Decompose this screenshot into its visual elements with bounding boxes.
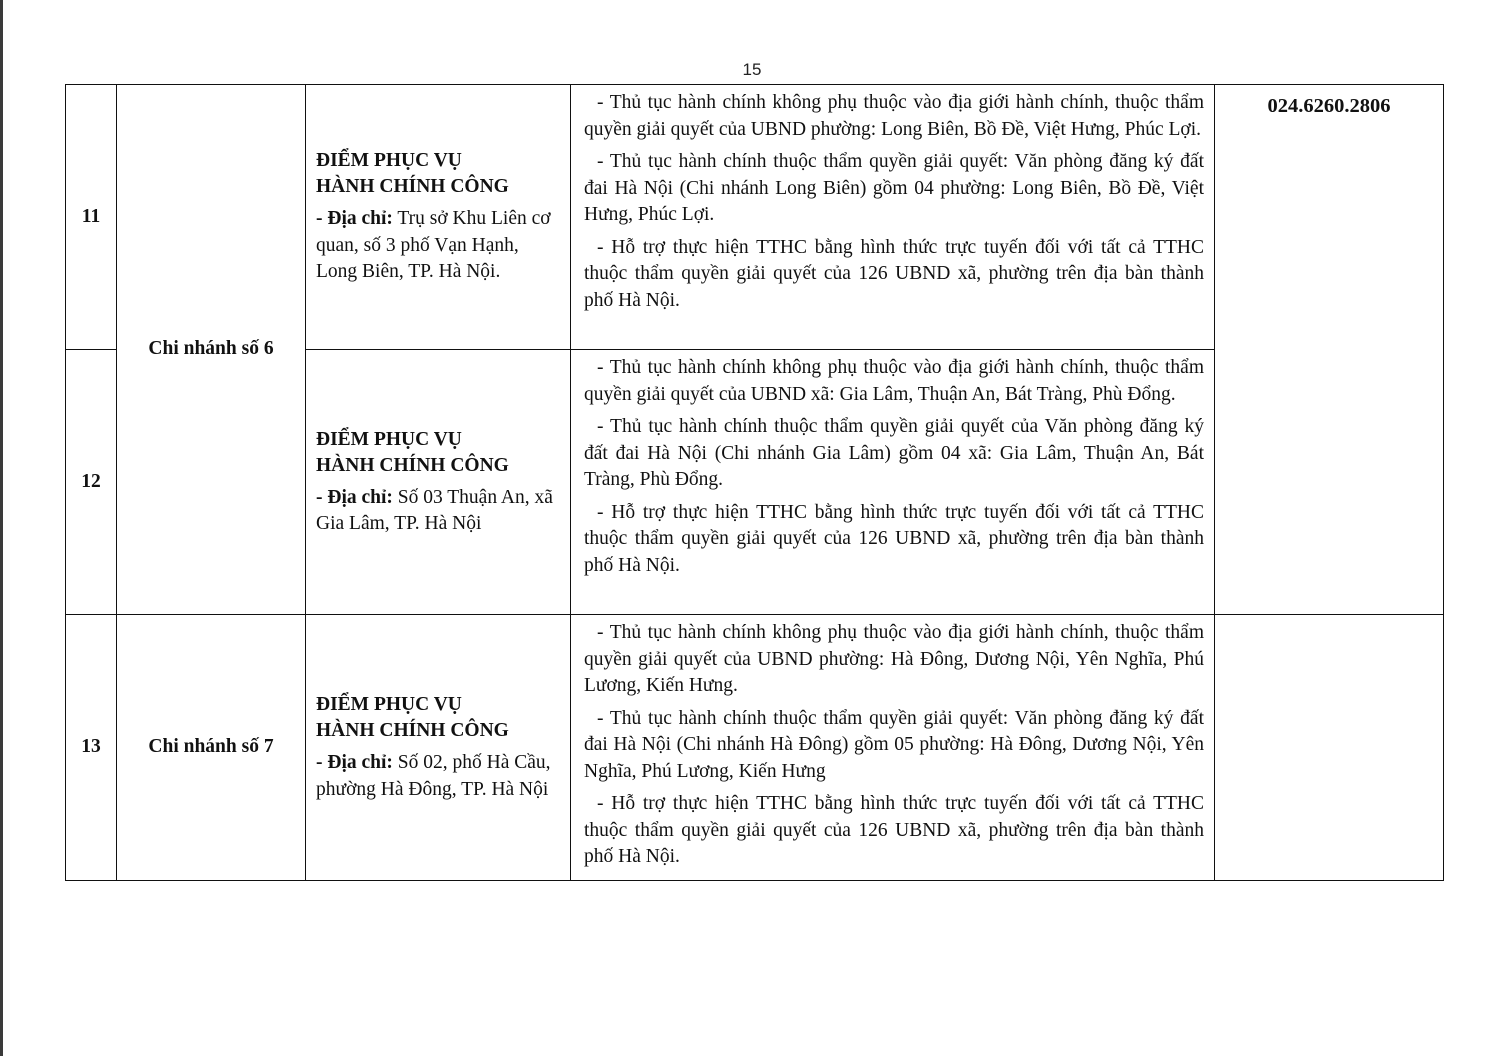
desc-paragraph: - Thủ tục hành chính không phụ thuộc vào địa giới hành chính, thuộc thẩm quyền giải quyết của UBND phường: Long Biên, Bồ Đề, Việt Hưng, Phúc Lợi.: [584, 92, 1204, 140]
row-number: 11: [66, 85, 117, 350]
title-line-2: HÀNH CHÍNH CÔNG: [316, 176, 509, 198]
branch-name-6: Chi nhánh số 6: [117, 85, 306, 615]
desc-paragraph: - Thủ tục hành chính thuộc thẩm quyền giải quyết: Văn phòng đăng ký đất đai Hà Nội (Chi nhánh Hà Đông) gồm 05 phường: Hà Đông, Dương Nội, Yên Nghĩa, Phú Lương, Kiến Hưng: [584, 707, 1204, 782]
title-line-1: ĐIỂM PHỤC VỤ: [316, 694, 462, 715]
hotline-branch-6: 024.6260.2806: [1215, 85, 1444, 615]
address-line: [316, 206, 560, 286]
address-text: Số 03 Thuận An, xã Gia Lâm, TP. Hà Nội: [316, 486, 553, 534]
address-line: [316, 485, 560, 538]
left-edge-border: [0, 0, 3, 1056]
service-points-table: [65, 84, 1444, 881]
title-line-1: ĐIỂM PHỤC VỤ: [316, 428, 462, 450]
title-line-1: ĐIỂM PHỤC VỤ: [316, 150, 462, 172]
hotline-branch-7: [1215, 615, 1444, 881]
address-text: Số 02, phố Hà Cầu, phường Hà Đông, TP. Hà Nội: [316, 752, 551, 800]
service-point-title: [316, 148, 560, 200]
table-row-13: [66, 615, 1444, 881]
row-number: 12: [66, 350, 117, 615]
service-point-title: [316, 427, 560, 479]
procedures-description: [571, 615, 1215, 881]
service-point-address: [306, 85, 571, 350]
row-number: 13: [66, 615, 117, 881]
procedures-description: [571, 350, 1215, 615]
address-label: - Địa chỉ:: [316, 208, 393, 230]
desc-paragraph: - Hỗ trợ thực hiện TTHC bằng hình thức trực tuyến đối với tất cả TTHC thuộc thẩm quyền giải quyết của 126 UBND xã, phường trên địa bàn thành phố Hà Nội.: [584, 793, 1204, 867]
procedures-description: [571, 85, 1215, 350]
address-line: [316, 750, 560, 803]
branch-name-7: Chi nhánh số 7: [117, 615, 306, 881]
service-point-address: [306, 350, 571, 615]
desc-paragraph: - Thủ tục hành chính thuộc thẩm quyền giải quyết của Văn phòng đăng ký đất đai Hà Nội (Chi nhánh Gia Lâm) gồm 04 xã: Gia Lâm, Thuận An, Bát Tràng, Phù Đổng.: [584, 416, 1204, 490]
desc-paragraph: - Hỗ trợ thực hiện TTHC bằng hình thức trực tuyến đối với tất cả TTHC thuộc thẩm quyền giải quyết của 126 UBND xã, phường trên địa bàn thành phố Hà Nội.: [584, 236, 1204, 311]
table-row-11: [66, 85, 1444, 350]
service-point-title: [316, 692, 560, 744]
desc-paragraph: - Hỗ trợ thực hiện TTHC bằng hình thức trực tuyến đối với tất cả TTHC thuộc thẩm quyền giải quyết của 126 UBND xã, phường trên địa bàn thành phố Hà Nội.: [584, 501, 1204, 576]
address-label: - Địa chỉ:: [316, 486, 393, 508]
address-text: Trụ sở Khu Liên cơ quan, số 3 phố Vạn Hạnh, Long Biên, TP. Hà Nội.: [316, 208, 551, 283]
page-number: 15: [742, 60, 762, 79]
desc-paragraph: - Thủ tục hành chính không phụ thuộc vào địa giới hành chính, thuộc thẩm quyền giải quyết của UBND phường: Hà Đông, Dương Nội, Yên Nghĩa, Phú Lương, Kiến Hưng.: [584, 622, 1204, 696]
title-line-2: HÀNH CHÍNH CÔNG: [316, 720, 509, 741]
address-label: - Địa chỉ:: [316, 752, 393, 773]
title-line-2: HÀNH CHÍNH CÔNG: [316, 454, 509, 476]
desc-paragraph: - Thủ tục hành chính thuộc thẩm quyền giải quyết: Văn phòng đăng ký đất đai Hà Nội (Chi nhánh Long Biên) gồm 04 phường: Long Biên, Bồ Đề, Việt Hưng, Phúc Lợi.: [584, 151, 1204, 225]
service-point-address: [306, 615, 571, 881]
desc-paragraph: - Thủ tục hành chính không phụ thuộc vào địa giới hành chính, thuộc thẩm quyền giải quyết của UBND xã: Gia Lâm, Thuận An, Bát Tràng, Phù Đổng.: [584, 357, 1204, 405]
